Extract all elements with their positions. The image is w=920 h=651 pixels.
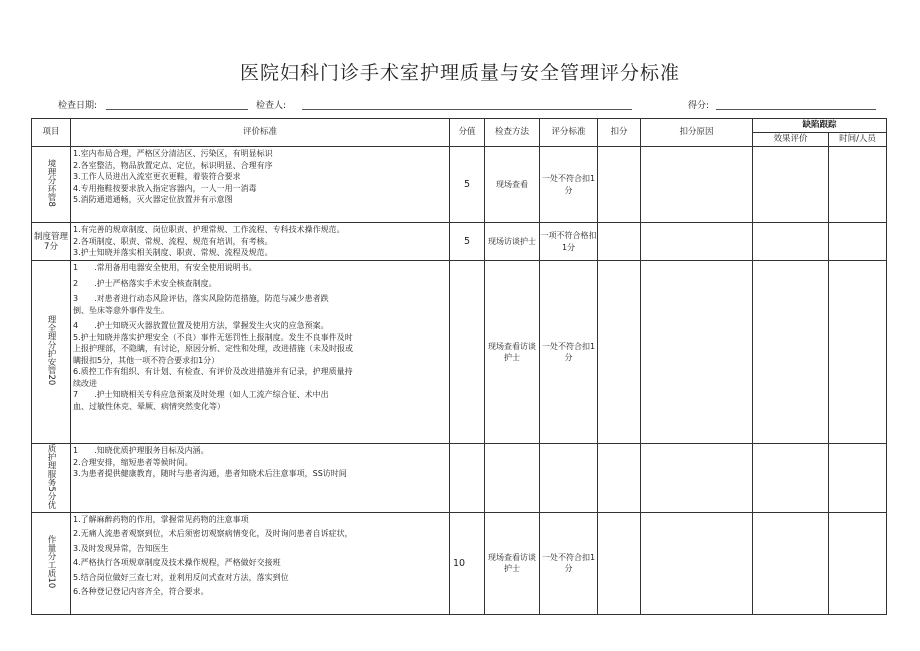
header-reason: 扣分原因 [641, 119, 753, 147]
effect-cell[interactable] [753, 223, 829, 261]
standard-line: 5.结合岗位做好三查七对，並利用反问式查对方法，落实到位 [73, 572, 289, 582]
reason-cell[interactable] [641, 444, 753, 513]
standard-line: 4.专用拖鞋按要求放入指定容器内，一人一用一消毒 [73, 183, 257, 193]
header-standard: 评价标准 [71, 119, 450, 147]
method-cell [485, 444, 540, 513]
reason-cell[interactable] [641, 223, 753, 261]
time-person-cell[interactable] [829, 223, 887, 261]
item-label: 制度管理 7分 [33, 231, 68, 252]
header-points: 分值 [450, 119, 485, 147]
method-cell: 现场查看访谈护士 [485, 261, 540, 444]
deduct-cell[interactable] [598, 512, 641, 614]
standard-line: 3.护士知晓并落实相关制度、职责、常规、流程及规范。 [73, 248, 273, 257]
deduct-cell[interactable] [598, 444, 641, 513]
score-label: 得分: [688, 101, 710, 111]
date-label: 检查日期: [58, 101, 98, 111]
standard-line: 2 .护士严格落实手术安全核查制度。 [73, 278, 217, 288]
points-cell [450, 261, 485, 444]
standard-line: 3 .对患者进行动态风险评估，落实风险防范措施，防范与减少患者跌 [73, 294, 329, 303]
header-criteria: 评分标准 [540, 119, 598, 147]
criteria-cell: 一项不符合格扣1分 [540, 223, 598, 261]
standard-line: 上报护理部，不隐瞒，有讨论，原因分析、定性和处理，改进措施（未及时报或 [73, 344, 353, 353]
standard-line: 3.为患者提供健康教育，随时与患者沟通，患者知晓术后注意事项，SS访时间 [73, 469, 347, 478]
header-deduct: 扣分 [598, 119, 641, 147]
time-person-cell[interactable] [829, 261, 887, 444]
standard-line: 3.工作人员进出入流室更衣更鞋，着装符合要求 [73, 172, 241, 181]
standard-line: 6.质控工作有组织、有计划、有检查、有评价及改进措施并有记录，护理质量持 [73, 367, 353, 376]
item-cell [32, 147, 71, 223]
header-item: 项目 [32, 119, 71, 147]
standard-line: 续改进 [73, 378, 97, 388]
method-cell: 现场查看访谈护士 [485, 512, 540, 614]
header-method: 检查方法 [485, 119, 540, 147]
standard-line: 2.合理安排，缩短患者等候时间。 [73, 457, 193, 467]
deduct-cell[interactable] [598, 223, 641, 261]
effect-cell[interactable] [753, 512, 829, 614]
standard-line: 1 .常用备用电器安全使用，有安全使用说明书。 [73, 263, 257, 272]
table-row [32, 147, 887, 223]
standard-cell [71, 261, 450, 444]
effect-cell[interactable] [753, 147, 829, 223]
points-cell [450, 444, 485, 513]
standard-line: 2.无痛人流患者观察到位，术后须密切观察病情变化，及时询问患者自诉症状， [73, 529, 353, 539]
criteria-cell: 一处不符合扣1分 [540, 147, 598, 223]
points-cell: 5 [450, 147, 485, 223]
item-cell [32, 261, 71, 444]
method-cell: 现场访谈护士 [485, 223, 540, 261]
effect-cell[interactable] [753, 444, 829, 513]
item-label: 理全理分护安管20 [46, 315, 56, 386]
standard-line: 2.各项制度、职责、常规、流程、规范有培训，有考核。 [73, 236, 273, 246]
standard-line: 4 .护士知晓灭火器放置位置及使用方法，掌握发生火灾的应急预案。 [73, 321, 329, 330]
time-person-cell[interactable] [829, 512, 887, 614]
standard-cell [71, 444, 450, 513]
table-row [32, 512, 887, 614]
standard-cell [71, 147, 450, 223]
method-cell: 现场查看 [485, 147, 540, 223]
header-time-person: 时间/人员 [829, 133, 887, 147]
standard-line: 1.有完善的规章制度、岗位职责、护理常规、工作流程、专科技术操作规范。 [73, 225, 345, 234]
meta-row [0, 98, 920, 112]
standard-line: 3.及时发现异常，告知医生 [73, 543, 169, 553]
table-row [32, 223, 887, 261]
score-field[interactable] [716, 109, 876, 110]
standard-line: 4.严格执行各项规章制度及技术操作规程，严格做好交接班 [73, 558, 281, 568]
effect-cell[interactable] [753, 261, 829, 444]
evaluation-table [31, 118, 887, 615]
standard-cell [71, 512, 450, 614]
header-effect: 效果评价 [753, 133, 829, 147]
deduct-cell[interactable] [598, 261, 641, 444]
reason-cell[interactable] [641, 147, 753, 223]
time-person-cell[interactable] [829, 444, 887, 513]
standard-line: 1.室内布局合理，严格区分清洁区、污染区，有明显标识 [73, 149, 273, 158]
item-label: 质护理服务5分优 [46, 444, 56, 509]
standard-cell [71, 223, 450, 261]
standard-line: 5.护士知晓并落实护理安全（不良）事件无惩罚性上报制度。发生不良事件及时 [73, 332, 353, 342]
time-person-cell[interactable] [829, 147, 887, 223]
standard-line: 6.各种登记登记内容齐全，符合要求。 [73, 587, 209, 597]
reason-cell[interactable] [641, 512, 753, 614]
header-row-1 [32, 119, 887, 133]
document-title: 医院妇科门诊手术室护理质量与安全管理评分标准 [239, 62, 680, 84]
item-cell [32, 223, 71, 261]
standard-line: 5.消防通道通畅，灭火器定位放置并有示意图 [73, 195, 233, 204]
criteria-cell: 一处不符合扣1分 [540, 512, 598, 614]
points-cell: 10 [450, 512, 485, 614]
header-tracking: 缺陷跟踪 [753, 119, 887, 133]
table-row [32, 444, 887, 513]
standard-line: 7 .护士知晓相关专科应急预案及时处理（如人工流产综合征、术中出 [73, 390, 329, 399]
date-field[interactable] [106, 109, 248, 110]
item-label: 作量分工质10 [46, 535, 56, 589]
standard-line: 2.各室整洁，物品放置定点、定位，标识明显、合理有序 [73, 160, 273, 170]
reason-cell[interactable] [641, 261, 753, 444]
standard-line: 血、过敏性休克、晕厥、病情突然变化等） [73, 401, 225, 411]
deduct-cell[interactable] [598, 147, 641, 223]
item-cell [32, 512, 71, 614]
item-label: 境理分环管8 [46, 159, 56, 207]
criteria-cell: 一处不符合扣1分 [540, 261, 598, 444]
standard-line: 瞒报扣5分，其他一项不符合要求扣1分） [73, 355, 220, 365]
table-row [32, 261, 887, 444]
points-cell: 5 [450, 223, 485, 261]
standard-line: 倒、坠床等意外事件发生。 [73, 305, 169, 315]
item-cell [32, 444, 71, 513]
standard-line: 1 .知晓优质护理服务目标及内涵。 [73, 446, 209, 455]
inspector-label: 检查人: [256, 101, 287, 111]
standard-line: 1.了解麻醉药物的作用，掌握常见药物的注意事项 [73, 514, 249, 524]
inspector-field[interactable] [302, 109, 632, 110]
criteria-cell [540, 444, 598, 513]
